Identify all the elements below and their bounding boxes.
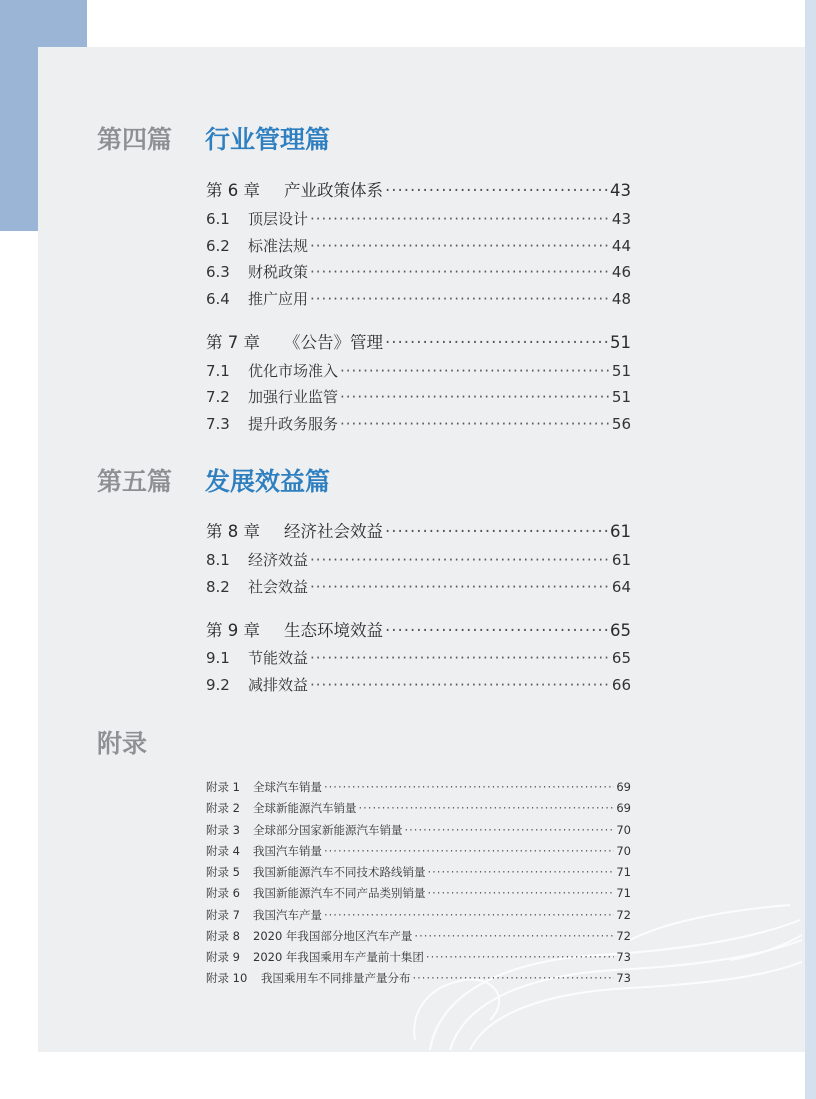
page-number: 71 [616, 886, 631, 900]
chapter-title: 产业政策体系 [284, 181, 383, 200]
section-number: 6.3 [206, 263, 230, 281]
page-number: 73 [616, 971, 631, 985]
section-number: 6.4 [206, 290, 230, 308]
page-number: 70 [616, 844, 631, 858]
toc-section-entry[interactable] [206, 360, 631, 382]
toc-chapter-entry[interactable] [206, 518, 631, 544]
dot-leader [413, 971, 615, 985]
dot-leader [428, 886, 615, 900]
chapter-number: 第 9 章 [206, 621, 260, 640]
section-title: 顶层设计 [248, 210, 309, 228]
appendix-entry-title: 2020 年我国乘用车产量前十集团 [253, 950, 424, 964]
toc-section-entry[interactable] [206, 674, 631, 696]
part-heading [97, 460, 330, 500]
chapter-number: 第 8 章 [206, 522, 260, 541]
section-number: 8.2 [206, 578, 230, 596]
dot-leader [310, 649, 610, 667]
chapter-number: 第 7 章 [206, 333, 260, 352]
page-number: 73 [616, 950, 631, 964]
dot-leader [310, 210, 610, 228]
page-number: 64 [611, 578, 631, 596]
appendix-number: 附录 4 [206, 844, 240, 858]
dot-leader [310, 551, 610, 569]
toc-section-entry[interactable] [206, 413, 631, 435]
appendix-title: 附录 [97, 729, 148, 758]
appendix-number: 附录 6 [206, 886, 240, 900]
page-number: 72 [616, 908, 631, 922]
toc-section-entry[interactable] [206, 549, 631, 571]
appendix-entry-title: 我国汽车产量 [253, 908, 322, 922]
chapter-title: 经济社会效益 [284, 522, 383, 541]
page-number: 61 [610, 522, 631, 541]
dot-leader [340, 388, 610, 406]
part-title: 发展效益篇 [205, 467, 331, 496]
dot-leader [324, 844, 614, 858]
appendix-entry-title: 我国新能源汽车不同产品类别销量 [253, 886, 426, 900]
dot-leader [324, 780, 614, 794]
toc-chapter-entry[interactable] [206, 177, 631, 203]
page-number: 72 [616, 929, 631, 943]
section-number: 7.3 [206, 415, 230, 433]
page-number: 46 [611, 263, 631, 281]
page-number: 66 [611, 676, 631, 694]
dot-leader [414, 929, 614, 943]
section-title: 社会效益 [248, 578, 309, 596]
section-number: 7.1 [206, 362, 230, 380]
toc-section-entry[interactable] [206, 261, 631, 283]
section-title: 加强行业监管 [248, 388, 339, 406]
section-title: 推广应用 [248, 290, 309, 308]
appendix-number: 附录 3 [206, 823, 240, 837]
part-title: 行业管理篇 [205, 125, 331, 154]
page-number: 70 [616, 823, 631, 837]
toc-chapter-entry[interactable] [206, 617, 631, 643]
page-number: 51 [611, 362, 631, 380]
section-number: 7.2 [206, 388, 230, 406]
toc-appendix-entry[interactable] [206, 907, 631, 923]
toc-appendix-entry[interactable] [206, 800, 631, 816]
toc-appendix-entry[interactable] [206, 779, 631, 795]
appendix-entry-title: 我国乘用车不同排量产量分布 [261, 971, 411, 985]
appendix-number: 附录 2 [206, 801, 240, 815]
page-number: 56 [611, 415, 631, 433]
appendix-entry-title: 我国汽车销量 [253, 844, 322, 858]
toc-appendix-entry[interactable] [206, 843, 631, 859]
dot-leader [385, 333, 608, 352]
appendix-entry-title: 全球汽车销量 [253, 780, 322, 794]
section-number: 6.2 [206, 237, 230, 255]
part-heading [97, 118, 330, 158]
toc-chapter-entry[interactable] [206, 329, 631, 355]
section-title: 优化市场准入 [248, 362, 339, 380]
appendix-entry-title: 全球部分国家新能源汽车销量 [253, 823, 403, 837]
toc-appendix-entry[interactable] [206, 928, 631, 944]
dot-leader [385, 621, 608, 640]
page-number: 48 [611, 290, 631, 308]
dot-leader [385, 522, 608, 541]
toc-appendix-entry[interactable] [206, 885, 631, 901]
dot-leader [310, 237, 610, 255]
chapter-number: 第 6 章 [206, 181, 260, 200]
toc-appendix-entry[interactable] [206, 822, 631, 838]
section-title: 减排效益 [248, 676, 309, 694]
page-number: 71 [616, 865, 631, 879]
section-number: 9.1 [206, 649, 230, 667]
section-title: 经济效益 [248, 551, 309, 569]
page-number: 51 [611, 388, 631, 406]
dot-leader [428, 865, 615, 879]
toc-appendix-entry[interactable] [206, 949, 631, 965]
appendix-entry-title: 2020 年我国部分地区汽车产量 [253, 929, 413, 943]
page-number: 65 [610, 621, 631, 640]
dot-leader [310, 263, 610, 281]
chapter-title: 生态环境效益 [284, 621, 383, 640]
appendix-number: 附录 5 [206, 865, 240, 879]
dot-leader [310, 578, 610, 596]
toc-section-entry[interactable] [206, 576, 631, 598]
toc-section-entry[interactable] [206, 235, 631, 257]
page-number: 44 [611, 237, 631, 255]
dot-leader [426, 950, 614, 964]
dot-leader [385, 181, 608, 200]
page-number: 69 [616, 780, 631, 794]
page-number: 51 [610, 333, 631, 352]
dot-leader [310, 290, 610, 308]
chapter-title: 《公告》管理 [284, 333, 383, 352]
section-title: 提升政务服务 [248, 415, 339, 433]
appendix-entry-title: 全球新能源汽车销量 [253, 801, 357, 815]
page-number: 65 [611, 649, 631, 667]
appendix-number: 附录 10 [206, 971, 248, 985]
part-number: 第四篇 [97, 125, 173, 154]
toc-section-entry[interactable] [206, 647, 631, 669]
section-title: 标准法规 [248, 237, 309, 255]
dot-leader [340, 415, 610, 433]
dot-leader [324, 908, 614, 922]
appendix-entry-title: 我国新能源汽车不同技术路线销量 [253, 865, 426, 879]
page-number: 61 [611, 551, 631, 569]
page-number: 43 [610, 181, 631, 200]
dot-leader [405, 823, 615, 837]
toc-appendix-entry[interactable] [206, 970, 631, 986]
appendix-number: 附录 8 [206, 929, 240, 943]
section-title: 财税政策 [248, 263, 309, 281]
appendix-heading [97, 722, 205, 762]
page-number: 69 [616, 801, 631, 815]
dot-leader [340, 362, 610, 380]
appendix-number: 附录 7 [206, 908, 240, 922]
section-title: 节能效益 [248, 649, 309, 667]
part-number: 第五篇 [97, 467, 173, 496]
page-number: 43 [611, 210, 631, 228]
section-number: 9.2 [206, 676, 230, 694]
section-number: 8.1 [206, 551, 230, 569]
appendix-number: 附录 9 [206, 950, 240, 964]
toc-section-entry[interactable] [206, 208, 631, 230]
appendix-number: 附录 1 [206, 780, 240, 794]
dot-leader [359, 801, 615, 815]
dot-leader [310, 676, 610, 694]
toc-appendix-entry[interactable] [206, 864, 631, 880]
section-number: 6.1 [206, 210, 230, 228]
decorative-right-band [805, 0, 816, 1099]
toc-section-entry[interactable] [206, 386, 631, 408]
toc-section-entry[interactable] [206, 288, 631, 310]
